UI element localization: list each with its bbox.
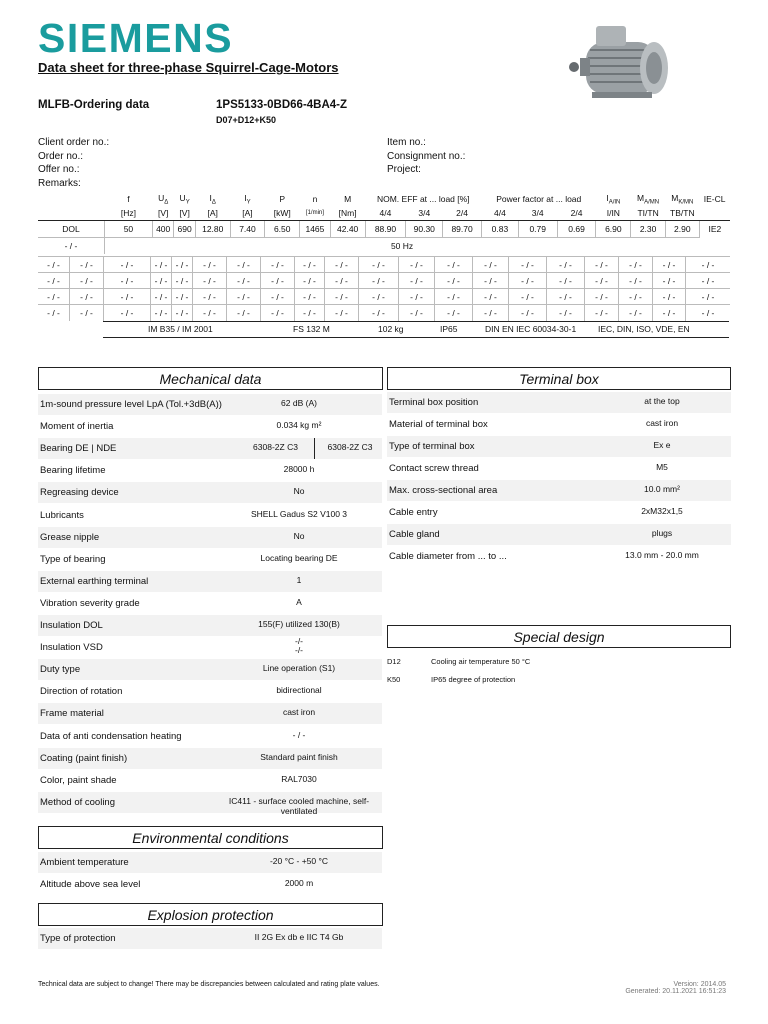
unit-eff-34: 3/4 [418,208,431,218]
mechanical-label: Insulation DOL [40,620,103,631]
mechanical-value: A [296,596,302,607]
hz-value: 50 Hz [104,238,699,255]
unit-ti-tn: TI/TN [637,208,659,218]
unit-f: [Hz] [120,208,136,218]
mechanical-value: Line operation (S1) [262,663,336,674]
blank-cell: - / - [294,289,324,305]
summary-protection: IP65 [440,324,458,334]
blank-cell: - / - [226,257,260,273]
mechanical-value: 155(F) utilized 130(B) [258,619,340,629]
blank-cell: - / - [171,257,192,273]
mechanical-row [38,527,382,548]
terminal-value: M5 [656,462,668,472]
blank-cell: - / - [69,305,103,321]
terminal-row [387,458,731,479]
blank-cell: - / - [69,289,103,305]
blank-cell: - / - [508,257,546,273]
mechanical-value: 1 [296,574,302,585]
dol-cell: 6.50 [265,221,300,238]
blank-cell: - / - [103,273,150,289]
explosion-label: Type of protection [40,933,116,944]
blank-row [38,288,730,305]
item-no-label: Item no.: [387,137,426,148]
client-order-label: Client order no.: [38,137,110,148]
unit-pf-24: 2/4 [570,208,583,218]
siemens-logo: SIEMENS [38,15,234,61]
blank-cell: - / - [434,273,472,289]
mechanical-value: IC411 - surface cooled machine, self-ventilated [228,795,370,816]
mechanical-row [38,438,382,459]
blank-cell: - / - [685,289,730,305]
blank-cell: - / - [192,305,226,321]
blank-cell: - / - [294,273,324,289]
dol-cell: 42.40 [330,221,365,238]
blank-cell: - / - [103,257,150,273]
special-code: K50 [387,675,401,684]
terminal-label: Cable diameter from ... to ... [389,551,507,562]
special-text: Cooling air temperature 50 °C [431,657,531,666]
footer-note: Technical data are subject to change! There may be discrepancies between calculated and rating plate values. [38,981,380,988]
blank-cell: - / - [618,257,652,273]
terminal-label: Type of terminal box [389,441,475,452]
environment-row [38,852,382,873]
document-title: Data sheet for three-phase Squirrel-Cage-Motors [38,60,339,75]
environment-value: -20 °C - +50 °C [269,856,329,866]
blank-cell: - / - [103,305,150,321]
blank-cell: - / - [324,289,358,305]
dol-cell: 90.30 [406,221,443,238]
terminal-row [387,524,731,545]
dol-cell: 6.90 [596,221,631,238]
blank-cell: - / - [508,273,546,289]
unit-n: [1/min] [305,210,324,216]
blank-cell: - / - [171,289,192,305]
blank-cell: - / - [171,305,192,321]
blank-cell: - / - [546,257,584,273]
blank-cell: - / - [192,289,226,305]
terminal-label: Contact screw thread [389,463,479,474]
mechanical-row [38,770,382,791]
blank-cell: - / - [472,305,508,321]
mechanical-row [38,792,382,816]
blank-row [38,256,730,273]
col-ma-mn: $M_{A/MN}$ [637,192,660,206]
blank-cell: - / - [546,289,584,305]
unit-pf-44: 4/4 [493,208,506,218]
blank-cell: - / - [652,257,685,273]
blank-cell: - / - [685,305,730,321]
terminal-row [387,502,731,523]
blank-cell: - / - [324,305,358,321]
blank-cell: - / - [434,305,472,321]
terminal-value: at the top [644,396,680,406]
mechanical-row [38,703,382,724]
special-design-row [387,657,531,666]
blank-cell: - / - [618,273,652,289]
terminal-label: Max. cross-sectional area [389,485,498,496]
blank-cell: - / - [47,276,60,286]
blank-cell: - / - [472,273,508,289]
mechanical-label: Lubricants [40,509,84,521]
blank-cell: - / - [150,257,171,273]
unit-i-in: I/IN [606,208,620,218]
blank-cell: - / - [472,289,508,305]
blank-cell: - / - [171,273,192,289]
mechanical-value: No [293,530,305,541]
special-code: D12 [387,657,401,666]
mechanical-row [38,681,382,702]
mechanical-label: Insulation VSD [40,642,103,654]
mechanical-row [38,394,382,415]
summary-mounting: IM B35 / IM 2001 [148,324,213,334]
mlfb-value: 1PS5133-0BD66-4BA4-Z [216,99,348,111]
mechanical-label: Grease nipple [40,531,100,543]
dol-cell: 2.30 [631,221,666,238]
terminal-label: Cable entry [389,507,438,518]
mechanical-label: Data of anti condensation heating [40,730,182,742]
col-ia-in: $I_{A/IN}$ [606,192,621,206]
mechanical-value: bidirectional [276,685,322,696]
blank-cell: - / - [226,305,260,321]
col-m: M [344,194,352,204]
blank-cell: - / - [358,289,398,305]
unit-u-delta: [V] [157,208,169,218]
blank-cell: - / - [47,308,60,318]
explosion-value: II 2G Ex db e IIC T4 Gb [254,932,344,942]
mechanical-row [38,549,382,570]
dol-cell: 2.90 [665,221,699,238]
remarks-label: Remarks: [38,177,81,189]
mechanical-row [38,748,382,769]
dol-cell: 690 [174,221,195,238]
terminal-value: 10.0 mm² [644,484,680,494]
unit-i-y: [A] [242,208,253,218]
footer-version: Version: 2014.05 [673,981,726,988]
unit-u-y: [V] [179,208,190,218]
unit-p: [kW] [273,208,291,218]
mechanical-row [38,416,382,437]
blank-cell: - / - [358,257,398,273]
motor-image [566,20,674,108]
blank-cell: - / - [294,257,324,273]
mechanical-value-2: -/- [294,645,304,656]
performance-table [38,192,730,254]
mechanical-row [38,460,382,481]
blank-cell: - / - [652,289,685,305]
mechanical-row [38,505,382,526]
mechanical-label: Duty type [40,664,81,676]
hz-row [38,238,730,255]
consignment-no-label: Consignment no.: [387,150,466,162]
mechanical-label: Frame material [40,708,104,720]
explosion-title: Explosion protection [38,903,383,926]
blank-cell: - / - [398,273,434,289]
blank-cell: - / - [584,305,618,321]
mechanical-label: Coating (paint finish) [40,752,128,764]
dol-cell: 0.69 [557,221,596,238]
mechanical-row [38,659,382,680]
mechanical-row [38,571,382,592]
terminal-row [387,436,731,457]
blank-cell: - / - [226,273,260,289]
blank-cell: - / - [546,305,584,321]
blank-cell: - / - [434,289,472,305]
col-n: n [312,194,318,204]
special-text: IP65 degree of protection [431,675,516,684]
mechanical-value: 28000 h [283,464,315,475]
blank-cell: - / - [324,273,358,289]
blank-cell: - / - [192,257,226,273]
footer-meta [625,981,726,995]
unit-tb-tn: TB/TN [670,208,695,218]
blank-cell: - / - [358,273,398,289]
order-fields-left [38,136,109,190]
mechanical-label: Vibration severity grade [40,597,140,609]
terminal-value: 2xM32x1,5 [641,506,683,516]
mechanical-value: - / - [292,729,306,740]
perf-header-row [38,192,730,206]
mlfb-options: D07+D12+K50 [216,115,277,125]
blank-cell: - / - [584,289,618,305]
mechanical-value: Locating bearing DE [260,552,338,563]
blank-cell: - / - [260,305,294,321]
blank-cell: - / - [434,257,472,273]
mechanical-row [38,482,382,503]
mechanical-value: 6308-2Z C3 [253,442,298,453]
dol-cell: 12.80 [195,221,230,238]
blank-cell: - / - [47,292,60,302]
blank-cell: - / - [69,257,103,273]
blank-cell: - / - [508,305,546,321]
col-u-y: $U_Y$ [179,192,190,206]
col-i-delta: $I_\Delta$ [209,192,216,206]
dol-cell: 7.40 [230,221,265,238]
unit-eff-24: 2/4 [456,208,468,218]
mechanical-value: cast iron [282,707,316,718]
terminal-row [387,480,731,501]
mechanical-label: 1m-sound pressure level LpA (Tol.+3dB(A)) [40,399,222,410]
terminal-value: cast iron [645,418,679,428]
dol-cell: IE2 [699,221,730,238]
blank-cell: - / - [584,257,618,273]
terminal-row [387,414,731,435]
summary-row [103,321,729,338]
blank-cell: - / - [618,305,652,321]
terminal-value: Ex e [653,440,671,450]
project-label: Project: [387,164,421,175]
unit-m: [Nm] [338,208,357,218]
blank-row [38,272,730,289]
terminal-row [387,546,731,567]
mechanical-label: Method of cooling [40,796,115,808]
mechanical-value: Standard paint finish [260,751,338,762]
terminal-row [387,392,731,413]
mechanical-label: Type of bearing [40,553,106,565]
col-mk-mn: $M_{K/MN}$ [671,192,694,206]
mechanical-label: Color, paint shade [40,774,117,786]
summary-frame: FS 132 M [293,324,330,334]
blank-cell: - / - [324,257,358,273]
mechanical-label: Bearing lifetime [40,465,106,477]
value-separator [314,438,315,459]
terminal-label: Cable gland [389,529,440,540]
blank-cell: - / - [260,289,294,305]
mechanical-label: Bearing DE | NDE [40,443,117,455]
blank-cell: - / - [294,305,324,321]
blank-cell: - / - [472,257,508,273]
blank-cell: - / - [260,273,294,289]
dol-cell: 50 [104,221,152,238]
blank-cell: - / - [685,273,730,289]
environment-row [38,874,382,895]
blank-cell: - / - [226,289,260,305]
blank-cell: - / - [358,305,398,321]
unit-eff-44: 4/4 [379,208,392,218]
dol-row [38,221,730,238]
col-power-factor: Power factor at ... load [496,194,582,204]
terminal-value: plugs [651,528,673,538]
col-nom-eff: NOM. EFF at ... load [%] [376,194,470,204]
blank-cell: - / - [652,305,685,321]
blank-cell: - / - [546,273,584,289]
special-design-row [387,675,516,684]
col-ie-cl: IE-CL [703,194,726,204]
summary-norms: IEC, DIN, ISO, VDE, EN [598,324,690,334]
blank-cell: - / - [192,273,226,289]
mechanical-label: External earthing terminal [40,575,149,587]
terminal-label: Terminal box position [389,397,479,408]
blank-cell: - / - [618,289,652,305]
dol-cell: 0.83 [482,221,519,238]
mechanical-row [38,637,382,658]
blank-cell: - / - [69,273,103,289]
blank-row [38,304,730,321]
dol-cell: 1465 [300,221,331,238]
mechanical-label: Regreasing device [40,487,119,499]
blank-cell: - / - [150,273,171,289]
mechanical-label: Direction of rotation [40,686,123,698]
blank-cell: - / - [508,289,546,305]
mechanical-value: RAL7030 [281,773,317,784]
blank-cell: - / - [398,305,434,321]
mechanical-value: SHELL Gadus S2 V100 3 [250,508,348,519]
blank-cell: - / - [103,289,150,305]
dol-cell: 88.90 [365,221,406,238]
blank-cell: - / - [150,289,171,305]
mlfb-label: MLFB-Ordering data [38,99,150,111]
summary-standard: DIN EN IEC 60034-30-1 [485,324,577,334]
order-fields-right [387,136,465,177]
mechanical-value: No [293,486,305,497]
mechanical-value: 0.034 kg m² [276,420,322,431]
environment-label: Altitude above sea level [40,879,141,890]
summary-weight: 102 kg [378,324,404,334]
dol-cell: 89.70 [443,221,482,238]
mechanical-label: Moment of inertia [40,421,114,433]
environment-value: 2000 m [284,878,314,888]
terminal-label: Material of terminal box [389,419,488,430]
col-f: f [127,194,130,204]
blank-cell: - / - [260,257,294,273]
blank-cell: - / - [150,305,171,321]
blank-cell: - / - [398,289,434,305]
mechanical-value: -/- [294,636,304,647]
col-u-delta: $U_\Delta$ [158,192,169,206]
explosion-row [38,928,382,949]
col-p: P [279,194,286,204]
footer-generated: Generated: 20.11.2021 16:51:23 [625,988,726,995]
blank-cell: - / - [398,257,434,273]
unit-pf-34: 3/4 [531,208,544,218]
col-i-y: $I_Y$ [244,192,251,206]
terminal-value: 13.0 mm - 20.0 mm [625,550,699,560]
dol-label: DOL [38,221,104,238]
order-no-label: Order no.: [38,150,84,162]
mechanical-row [38,615,382,636]
environment-label: Ambient temperature [40,857,129,868]
environmental-title: Environmental conditions [38,826,383,849]
dol-cell: 400 [152,221,173,238]
special-design-title: Special design [387,625,731,648]
mechanical-row [38,593,382,614]
terminal-box-title: Terminal box [387,367,731,390]
blank-cell: - / - [685,257,730,273]
offer-no-label: Offer no.: [38,164,80,175]
mechanical-value: 62 dB (A) [281,398,317,408]
blank-cell: - / - [47,260,60,270]
perf-units-row [38,206,730,221]
blank-cell: - / - [652,273,685,289]
mechanical-value-2: 6308-2Z C3 [327,442,373,453]
unit-i-delta: [A] [207,208,218,218]
mechanical-row [38,726,382,747]
dol-cell: 0.79 [518,221,557,238]
mechanical-data-title: Mechanical data [38,367,383,390]
blank-cell: - / - [584,273,618,289]
hz-mark: - / - [38,238,104,255]
